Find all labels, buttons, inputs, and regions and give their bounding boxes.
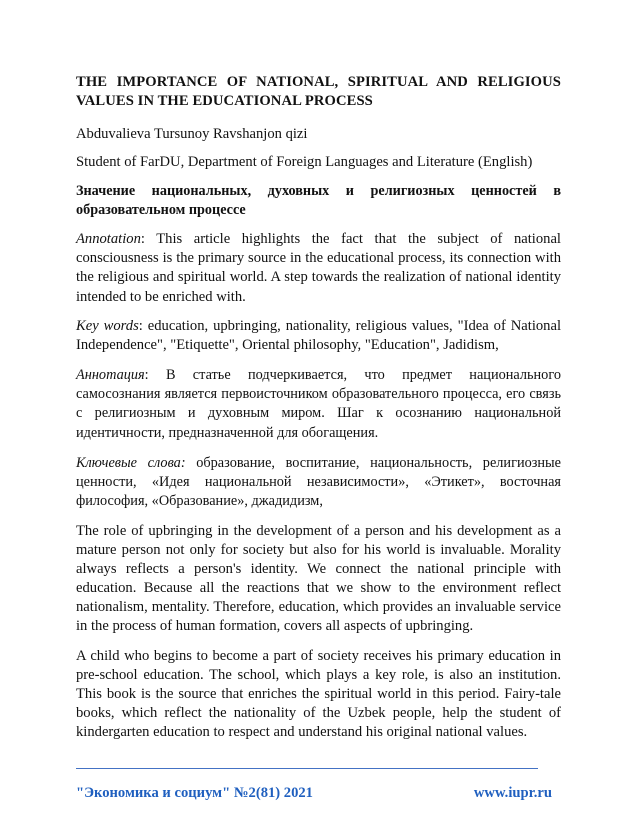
annotation-label: Annotation bbox=[76, 231, 141, 247]
body-paragraph-1: The role of upbringing in the development of a person and his development as a mature person not only for society but also for his world is invaluable. Morality always reflects a person's identity. We connect the national principle with education. Because all the reactions that we show to the environment reflect nationalism, mentality. Therefore, education, which provides an invaluable service in the process of human formation, covers all aspects of upbringing. bbox=[76, 523, 561, 635]
annotation-text: : This article highlights the fact that the subject of national consciousness is the primary source in the educational process, its connection with the religious and spiritual world. A step towards the realization of national identity intended to be enriched with. bbox=[76, 231, 561, 305]
keywords-label: Key words bbox=[76, 318, 139, 334]
article-title-russian: Значение национальных, духовных и религиозных ценностей в образовательном процессе bbox=[76, 183, 561, 218]
annotation-ru-label: Аннотация bbox=[76, 367, 145, 383]
footer-website: www.iupr.ru bbox=[473, 785, 552, 801]
body-paragraph-2: A child who begins to become a part of society receives his primary education in pre-school education. The school, which plays a key role, is also an institution. This book is the source that enriches the spiritual world in this period. Fairy-tale books, which reflect the nationality of the Uzbek people, help the student of kindergarten education to respect and understand his original national values. bbox=[76, 648, 561, 741]
keywords-ru-paragraph bbox=[76, 454, 561, 512]
footer-divider bbox=[76, 768, 538, 769]
annotation-paragraph bbox=[76, 230, 561, 307]
author-name: Abduvalieva Tursunoy Ravshanjon qizi bbox=[76, 126, 308, 142]
article-title: THE IMPORTANCE OF NATIONAL, SPIRITUAL AND RELIGIOUS VALUES IN THE EDUCATIONAL PROCESS bbox=[76, 74, 561, 109]
annotation-ru-paragraph bbox=[76, 366, 561, 443]
annotation-ru-text: : В статье подчеркивается, что предмет национального самосознания является первоисточником образовательного процесса, его связь с религиозным и духовным миром. Шаг к осознанию национальной идентичности, предназначенной для обогащения. bbox=[76, 367, 561, 441]
keywords-ru-text: образование, воспитание, национальность, религиозные ценности, «Идея национальной независимости», «Этикет», восточная философия, «Образование», джадидизм, bbox=[76, 455, 561, 510]
keywords-text: : education, upbringing, nationality, religious values, "Idea of National Independence", "Etiquette", Oriental philosophy, "Education", Jadidism, bbox=[76, 318, 561, 354]
footer-journal: "Экономика и социум" №2(81) 2021 bbox=[76, 785, 313, 801]
keywords-ru-label: Ключевые слова: bbox=[76, 455, 186, 471]
keywords-paragraph bbox=[76, 317, 561, 355]
author-affiliation: Student of FarDU, Department of Foreign Languages and Literature (English) bbox=[76, 154, 533, 170]
